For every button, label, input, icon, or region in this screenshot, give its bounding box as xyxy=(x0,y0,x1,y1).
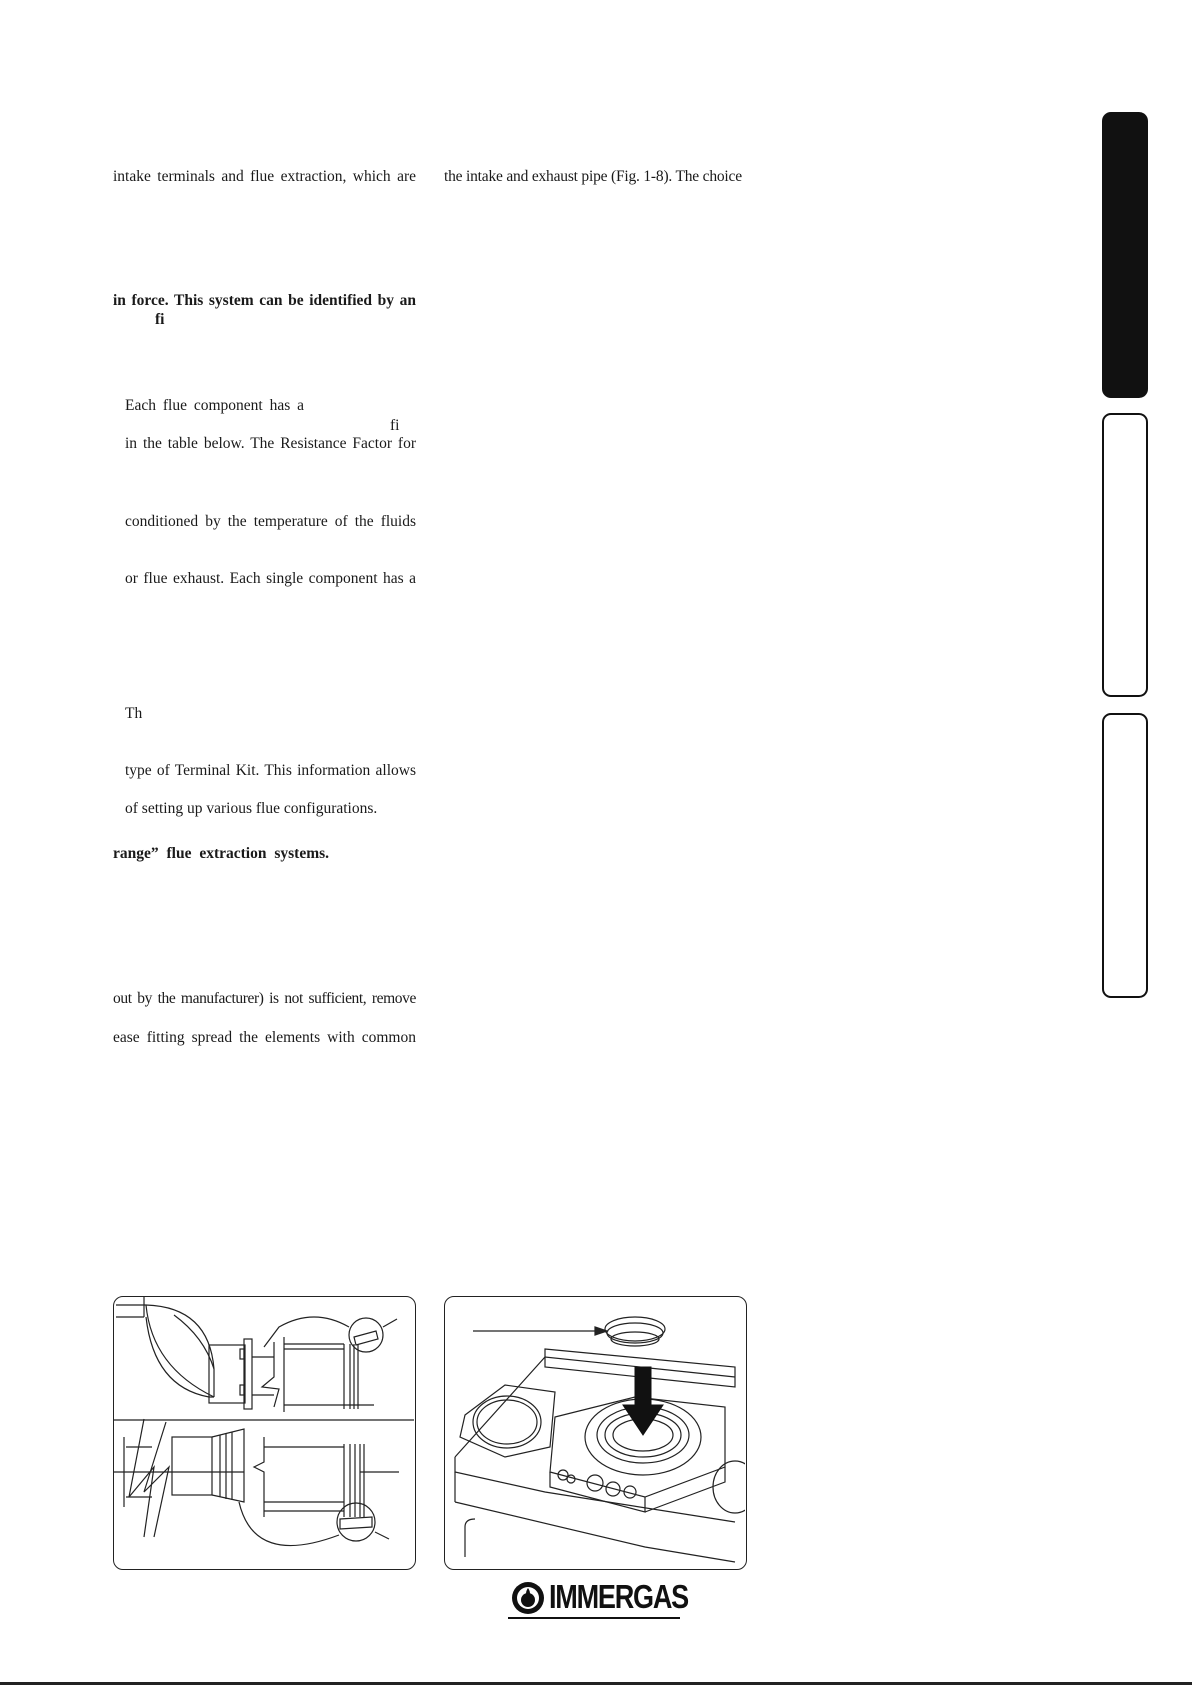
left-text-line: conditioned by the temperature of the fluids xyxy=(125,513,416,530)
left-text-line: ease fitting spread the elements with common xyxy=(113,1029,416,1046)
section-tab[interactable] xyxy=(1102,713,1148,998)
left-text-line-bold: range” flue extraction systems. xyxy=(113,845,330,862)
section-tab-active[interactable] xyxy=(1102,112,1148,398)
left-text-line: type of Terminal Kit. This information allows xyxy=(125,762,416,779)
logo-underline xyxy=(508,1617,680,1619)
left-text-fragment: fi xyxy=(390,417,400,434)
immergas-logo xyxy=(508,1578,688,1620)
section-tab[interactable] xyxy=(1102,413,1148,697)
pipe-joint-illustration xyxy=(114,1297,414,1569)
left-text-line-bold: in force. This system can be identified by an xyxy=(113,292,416,309)
left-text-line: Each flue component has a xyxy=(125,397,304,414)
left-text-fragment: Th xyxy=(125,705,143,722)
figure-boiler-seal xyxy=(444,1296,747,1570)
brand-name: IMMERGAS xyxy=(549,1578,688,1615)
right-text-line: the intake and exhaust pipe (Fig. 1-8). The choice xyxy=(444,168,742,185)
left-text-line: or flue exhaust. Each single component has a xyxy=(125,570,416,587)
boiler-seal-illustration xyxy=(445,1297,745,1569)
left-text-line: intake terminals and flue extraction, which are xyxy=(113,168,416,185)
figure-pipe-joints xyxy=(113,1296,416,1570)
left-text-line: out by the manufacturer) is not sufficient, remove xyxy=(113,990,416,1007)
flame-logo-icon xyxy=(510,1580,546,1616)
left-text-fragment: fi xyxy=(155,311,165,328)
left-text-line: of setting up various flue configurations. xyxy=(125,800,378,817)
left-text-line: in the table below. The Resistance Factor for xyxy=(125,435,416,452)
